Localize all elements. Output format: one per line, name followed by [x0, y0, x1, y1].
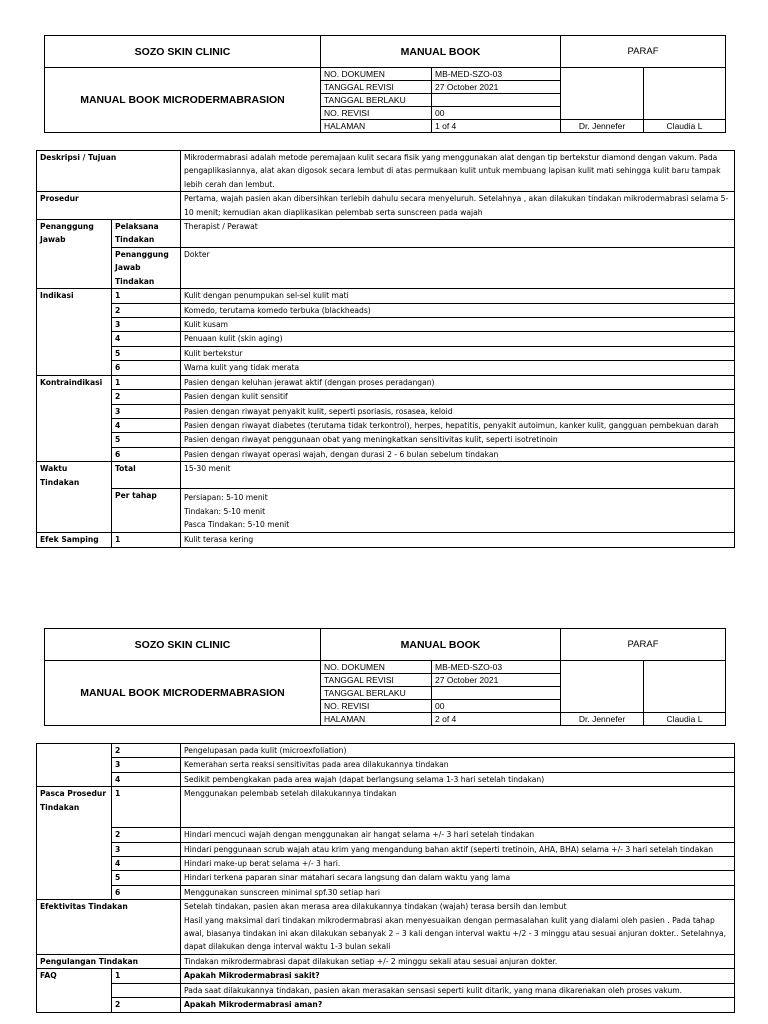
indikasi-text: Kulit bertekstur — [181, 346, 735, 360]
kontraindikasi-label: Kontraindikasi — [37, 375, 112, 461]
faq-number-empty — [112, 983, 181, 997]
tanggal-revisi-label: TANGGAL REVISI — [321, 81, 432, 94]
table-row — [37, 969, 735, 983]
table-row — [37, 871, 735, 885]
table-row — [37, 404, 735, 418]
signature-name-staff: Claudia L — [644, 713, 726, 726]
table-row — [37, 346, 735, 360]
no-dokumen-value: MB-MED-SZO-03 — [432, 661, 561, 674]
efektivitas-label: Efektivitas Tindakan — [37, 900, 181, 955]
tanggal-berlaku-value — [432, 94, 561, 107]
per-tahap-tindakan: Tindakan: 5-10 menit — [184, 506, 266, 516]
table-row — [37, 192, 735, 220]
table-row — [37, 303, 735, 317]
table-row — [37, 998, 735, 1012]
clinic-name: SOZO SKIN CLINIC — [45, 36, 321, 68]
efektivitas-line-1: Setelah tindakan, pasien akan merasa area dilakukannya tindakan (wajah) terasa bersih dan lembut — [184, 902, 567, 912]
waktu-tindakan-label: Waktu Tindakan — [37, 462, 112, 533]
manual-book-label: MANUAL BOOK — [321, 629, 561, 661]
prosedur-text: Pertama, wajah pasien akan dibersihkan terlebih dahulu secara menyeluruh. Setelahnya , akan dilakukan tindakan mikrodermabrasi selama 5-10 menit; kemudian akan diaplikasikan pelembab serta sunscreen pada wajah — [181, 192, 735, 220]
table-row — [37, 318, 735, 332]
halaman-label: HALAMAN — [321, 713, 432, 726]
kontra-number: 6 — [112, 447, 181, 461]
pasca-text: Menggunakan pelembab setelah dilakukannya tindakan — [181, 787, 735, 828]
table-row — [37, 375, 735, 389]
penanggung-jawab-label: Penanggung Jawab — [37, 220, 112, 289]
indikasi-number: 2 — [112, 303, 181, 317]
table-row — [37, 842, 735, 856]
efek-number: 4 — [112, 772, 181, 786]
table-row — [37, 462, 735, 489]
table-row — [37, 390, 735, 404]
table-row — [37, 533, 735, 547]
table-row — [37, 220, 735, 248]
signature-name-doctor: Dr. Jennefer — [561, 713, 644, 726]
table-row — [37, 758, 735, 772]
signature-name-doctor: Dr. Jennefer — [561, 120, 644, 133]
indikasi-number: 4 — [112, 332, 181, 346]
no-dokumen-value: MB-MED-SZO-03 — [432, 68, 561, 81]
efektivitas-line-2: Hasil yang maksimal dari tindakan mikrodermabrasi akan menyesuaikan dengan permasalahan kulit yang dialami oleh pasien . Pada tahap awal, biasanya tindakan ini akan dilakukan sebanyak 2 – 3 kali dengan interval waktu +/2 - 3 minggu atau sesuai anjuran dokter.. Setelahnya, dapat dilakukan denga interval waktu 1-3 bulan sekali — [184, 915, 727, 952]
kontra-text: Pasien dengan keluhan jerawat aktif (dengan proses peradangan) — [181, 375, 735, 389]
indikasi-text: Kulit kusam — [181, 318, 735, 332]
faq-number: 1 — [112, 969, 181, 983]
efektivitas-text — [181, 900, 735, 955]
halaman-value: 1 of 4 — [432, 120, 561, 133]
document-header-page-1 — [44, 35, 726, 133]
efek-number: 1 — [112, 533, 181, 547]
faq-answer: Pada saat dilakukannya tindakan, pasien akan merasakan sensasi seperti kulit ditarik, yang mana dikarenakan oleh proses vakum. — [181, 983, 735, 997]
signature-name-staff: Claudia L — [644, 120, 726, 133]
manual-book-label: MANUAL BOOK — [321, 36, 561, 68]
pasca-number: 2 — [112, 828, 181, 842]
no-revisi-value: 00 — [432, 700, 561, 713]
pj-tindakan-label: Penanggung Jawab Tindakan — [112, 248, 181, 289]
tanggal-revisi-value: 27 October 2021 — [432, 81, 561, 94]
per-tahap-label: Per tahap — [112, 489, 181, 533]
procedure-table-page-1 — [36, 150, 735, 548]
no-dokumen-label: NO. DOKUMEN — [321, 661, 432, 674]
efek-number: 3 — [112, 758, 181, 772]
kontra-text: Pasien dengan riwayat penggunaan obat yang meningkatkan sensitivitas kulit, seperti isotretinoin — [181, 433, 735, 447]
document-title: MANUAL BOOK MICRODERMABRASION — [45, 68, 321, 133]
pelaksana-label: Pelaksana Tindakan — [112, 220, 181, 248]
faq-question: Apakah Mikrodermabrasi sakit? — [181, 969, 735, 983]
efek-text: Kulit terasa kering — [181, 533, 735, 547]
signature-box-staff — [644, 661, 726, 713]
halaman-value: 2 of 4 — [432, 713, 561, 726]
no-revisi-label: NO. REVISI — [321, 700, 432, 713]
tanggal-revisi-value: 27 October 2021 — [432, 674, 561, 687]
pasca-prosedur-label: Pasca Prosedur Tindakan — [37, 787, 112, 900]
signature-box-doctor — [561, 661, 644, 713]
table-row — [37, 954, 735, 968]
indikasi-text: Kulit dengan penumpukan sel-sel kulit mati — [181, 289, 735, 303]
pasca-text: Hindari mencuci wajah dengan menggunakan air hangat selama +/- 3 hari setelah tindakan — [181, 828, 735, 842]
per-tahap-text — [181, 489, 735, 533]
efek-number: 2 — [112, 744, 181, 758]
table-row — [37, 983, 735, 997]
procedure-table-page-2 — [36, 743, 735, 1013]
kontra-number: 3 — [112, 404, 181, 418]
table-row — [37, 744, 735, 758]
table-row — [37, 900, 735, 955]
indikasi-number: 6 — [112, 361, 181, 375]
kontra-text: Pasien dengan riwayat penyakit kulit, seperti psoriasis, rosasea, keloid — [181, 404, 735, 418]
efek-text: Pengelupasan pada kulit (microexfoliation) — [181, 744, 735, 758]
paraf-label: PARAF — [561, 629, 726, 661]
tanggal-berlaku-value — [432, 687, 561, 700]
table-row — [37, 289, 735, 303]
per-tahap-pasca: Pasca Tindakan: 5-10 menit — [184, 519, 290, 529]
table-row — [37, 248, 735, 289]
per-tahap-persiapan: Persiapan: 5-10 menit — [184, 493, 268, 503]
deskripsi-text: Mikrodermabrasi adalah metode peremajaan kulit secara fisik yang menggunakan alat dengan tip bertekstur diamond dengan vakum. Pada pengaplikasiannya, alat akan digosok secara lembut di atas permukaan kulit untuk membuang lapisan kulit mati sehingga kulit baru tampak lebih cerah dan lembut. — [181, 151, 735, 192]
faq-question: Apakah Mikrodermabrasi aman? — [181, 998, 735, 1012]
indikasi-number: 1 — [112, 289, 181, 303]
pasca-text: Hindari penggunaan scrub wajah atau krim yang mengandung bahan aktif (seperti tretinoin, AHA, BHA) selama +/- 3 hari setelah tindakan — [181, 842, 735, 856]
table-row — [37, 433, 735, 447]
pasca-text: Hindari make-up berat selama +/- 3 hari. — [181, 857, 735, 871]
table-row — [37, 787, 735, 828]
signature-box-doctor — [561, 68, 644, 120]
tanggal-revisi-label: TANGGAL REVISI — [321, 674, 432, 687]
indikasi-number: 5 — [112, 346, 181, 360]
pelaksana-text: Therapist / Perawat — [181, 220, 735, 248]
indikasi-label: Indikasi — [37, 289, 112, 375]
table-row — [37, 447, 735, 461]
pasca-text: Hindari terkena paparan sinar matahari secara langsung dan dalam waktu yang lama — [181, 871, 735, 885]
clinic-name: SOZO SKIN CLINIC — [45, 629, 321, 661]
table-row — [37, 418, 735, 432]
faq-label: FAQ — [37, 969, 112, 1012]
document-title: MANUAL BOOK MICRODERMABRASION — [45, 661, 321, 726]
pasca-number: 1 — [112, 787, 181, 828]
table-row — [37, 361, 735, 375]
pasca-text: Menggunakan sunscreen minimal spf.30 setiap hari — [181, 885, 735, 899]
kontra-number: 2 — [112, 390, 181, 404]
indikasi-text: Penuaan kulit (skin aging) — [181, 332, 735, 346]
table-row — [37, 828, 735, 842]
total-label: Total — [112, 462, 181, 489]
kontra-text: Pasien dengan riwayat diabetes (terutama tidak terkontrol), herpes, hepatitis, penyakit autoimun, kanker kulit, gangguan pembekuan darah — [181, 418, 735, 432]
indikasi-text: Warna kulit yang tidak merata — [181, 361, 735, 375]
prosedur-label: Prosedur — [37, 192, 181, 220]
faq-number: 2 — [112, 998, 181, 1012]
efek-text: Sedikit pembengkakan pada area wajah (dapat berlangsung selama 1-3 hari setelah tindakan) — [181, 772, 735, 786]
kontra-number: 4 — [112, 418, 181, 432]
total-text: 15-30 menit — [181, 462, 735, 489]
tanggal-berlaku-label: TANGGAL BERLAKU — [321, 687, 432, 700]
pj-tindakan-text: Dokter — [181, 248, 735, 289]
pasca-number: 6 — [112, 885, 181, 899]
efek-text: Kemerahan serta reaksi sensitivitas pada area dilakukannya tindakan — [181, 758, 735, 772]
halaman-label: HALAMAN — [321, 120, 432, 133]
no-revisi-value: 00 — [432, 107, 561, 120]
table-row — [37, 857, 735, 871]
document-header-page-2 — [44, 628, 726, 726]
pengulangan-text: Tindakan mikrodermabrasi dapat dilakukan setiap +/- 2 minggu sekali atau sesuai anjuran dokter. — [181, 954, 735, 968]
no-revisi-label: NO. REVISI — [321, 107, 432, 120]
tanggal-berlaku-label: TANGGAL BERLAKU — [321, 94, 432, 107]
pengulangan-label: Pengulangan Tindakan — [37, 954, 181, 968]
signature-box-staff — [644, 68, 726, 120]
kontra-number: 1 — [112, 375, 181, 389]
table-row — [37, 151, 735, 192]
kontra-text: Pasien dengan kulit sensitif — [181, 390, 735, 404]
table-row — [37, 332, 735, 346]
table-row — [37, 489, 735, 533]
efek-samping-continued — [37, 744, 112, 787]
deskripsi-label: Deskripsi / Tujuan — [37, 151, 181, 192]
pasca-number: 5 — [112, 871, 181, 885]
indikasi-text: Komedo, terutama komedo terbuka (blackheads) — [181, 303, 735, 317]
pasca-number: 4 — [112, 857, 181, 871]
paraf-label: PARAF — [561, 36, 726, 68]
table-row — [37, 885, 735, 899]
kontra-number: 5 — [112, 433, 181, 447]
pasca-number: 3 — [112, 842, 181, 856]
indikasi-number: 3 — [112, 318, 181, 332]
no-dokumen-label: NO. DOKUMEN — [321, 68, 432, 81]
kontra-text: Pasien dengan riwayat operasi wajah, dengan durasi 2 - 6 bulan sebelum tindakan — [181, 447, 735, 461]
efek-samping-label: Efek Samping — [37, 533, 112, 547]
table-row — [37, 772, 735, 786]
